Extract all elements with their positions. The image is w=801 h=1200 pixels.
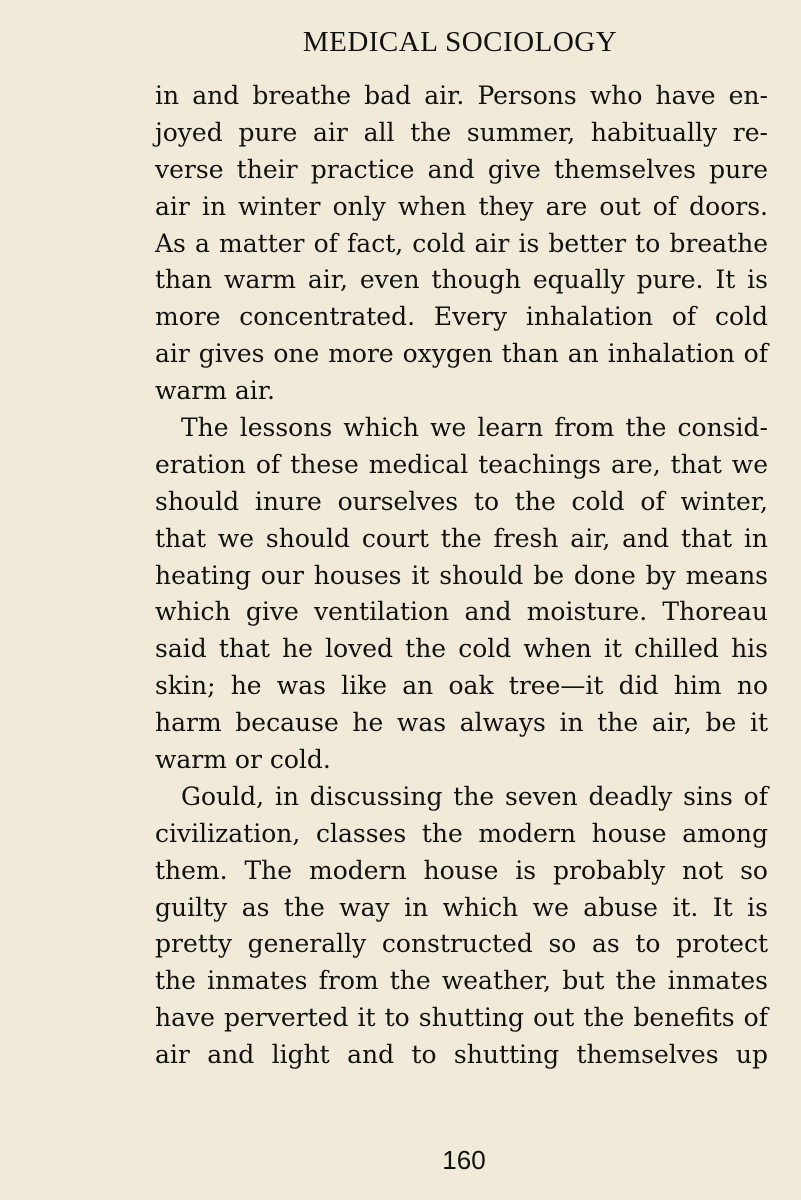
page-number: 160 (442, 1145, 486, 1175)
text-line: should inure ourselves to the cold of winter, (155, 486, 768, 516)
text-line: civilization, classes the modern house among (155, 818, 768, 848)
text-line: more concentrated. Every inhalation of cold (155, 302, 768, 332)
text-line: air and light and to shutting themselves up (155, 1040, 768, 1070)
text-line: harm because he was always in the air, be it (155, 708, 768, 738)
text-line: verse their practice and give themselves pure (155, 154, 768, 184)
paragraph-start-line: The lessons which we learn from the consid- (181, 413, 768, 443)
paragraph-end-line: warm or cold. (155, 745, 331, 775)
text-line: pretty generally constructed so as to protect (155, 929, 768, 959)
text-line: in and breathe bad air. Persons who have en- (155, 81, 768, 110)
text-line: them. The modern house is probably not so (155, 855, 768, 885)
text-line: air in winter only when they are out of doors. (155, 191, 768, 221)
text-line: As a matter of fact, cold air is better to breathe (155, 228, 768, 258)
text-line: said that he loved the cold when it chilled his (155, 634, 768, 664)
body-text (155, 78, 768, 1074)
paragraph-end-line: warm air. (155, 376, 275, 406)
text-line: which give ventilation and moisture. Thoreau (155, 597, 768, 627)
text-line: air gives one more oxygen than an inhalation of (155, 339, 768, 369)
text-line: have perverted it to shutting out the benefits of (155, 1003, 768, 1033)
text-line: skin; he was like an oak tree—it did him no (155, 671, 768, 701)
text-line: guilty as the way in which we abuse it. It is (155, 892, 768, 922)
text-line: joyed pure air all the summer, habitually re- (155, 117, 768, 147)
text-line: eration of these medical teachings are, that we (155, 449, 768, 479)
running-head: MEDICAL SOCIOLOGY (302, 26, 618, 58)
text-line: that we should court the fresh air, and that in (155, 523, 768, 553)
text-line: heating our houses it should be done by means (155, 560, 768, 590)
paragraph-start-line: Gould, in discussing the seven deadly sins of (181, 781, 768, 811)
text-line: the inmates from the weather, but the inmates (155, 966, 768, 996)
text-line: than warm air, even though equally pure. It is (155, 265, 768, 295)
